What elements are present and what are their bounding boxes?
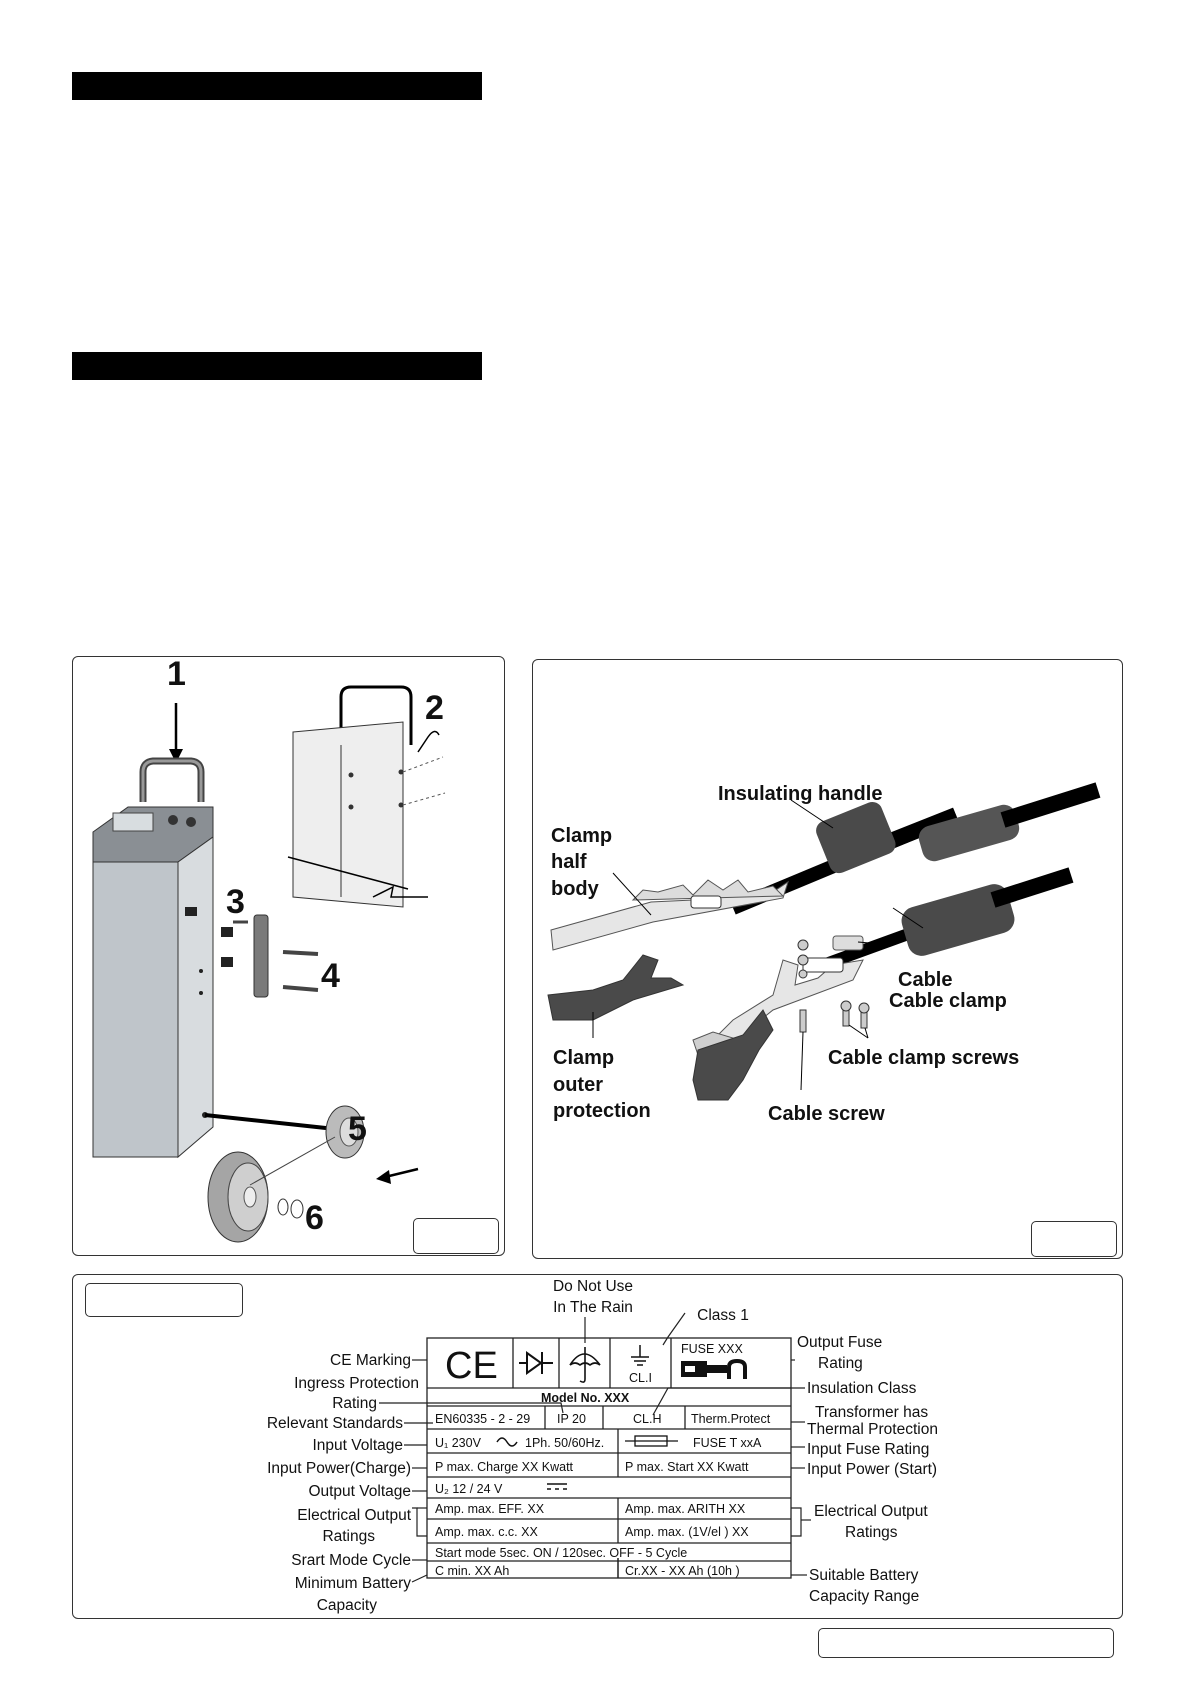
figure-1-panel bbox=[72, 656, 505, 1256]
callout-1: 1 bbox=[167, 655, 186, 693]
label-clamp-half-body-3: body bbox=[551, 878, 599, 900]
label-minimum-battery-1: Minimum Battery bbox=[294, 1575, 411, 1592]
ac-wave-icon bbox=[497, 1438, 517, 1446]
label-cable-clamp-screws: Cable clamp screws bbox=[828, 1047, 1020, 1069]
u1-text: U₁ 230V bbox=[435, 1436, 481, 1450]
ip-text: IP 20 bbox=[557, 1412, 586, 1426]
callout-5: 5 bbox=[348, 1110, 367, 1148]
c-min-text: C min. XX Ah bbox=[435, 1564, 510, 1578]
callout-6: 6 bbox=[305, 1199, 324, 1237]
label-do-not-use-rain-1: Do Not Use bbox=[552, 1278, 634, 1295]
label-output-fuse-1: Output Fuse bbox=[797, 1334, 883, 1351]
label-clamp-outer-protection-1: Clamp bbox=[553, 1047, 615, 1069]
label-electrical-output-left-1: Electrical Output bbox=[297, 1507, 411, 1524]
amp-arith-text: Amp. max. ARITH XX bbox=[625, 1502, 746, 1516]
label-thermal-1: Transformer has bbox=[815, 1404, 929, 1421]
label-ce-marking: CE Marking bbox=[330, 1352, 411, 1369]
label-suitable-battery-2: Capacity Range bbox=[809, 1588, 920, 1605]
label-output-voltage: Output Voltage bbox=[308, 1483, 411, 1500]
label-input-voltage: Input Voltage bbox=[312, 1437, 403, 1454]
u2-text: U₂ 12 / 24 V bbox=[435, 1482, 503, 1496]
label-input-fuse: Input Fuse Rating bbox=[807, 1441, 930, 1458]
cr-text: Cr.XX - XX Ah (10h ) bbox=[625, 1564, 740, 1578]
cl-h-text: CL.H bbox=[633, 1412, 662, 1426]
umbrella-icon bbox=[570, 1347, 600, 1382]
section-heading-bar-1 bbox=[72, 72, 482, 100]
input-fuse-icon bbox=[625, 1436, 678, 1446]
callout-2: 2 bbox=[425, 689, 444, 727]
amp-cc-text: Amp. max. c.c. XX bbox=[435, 1525, 538, 1539]
label-output-fuse-2: Rating bbox=[818, 1355, 863, 1372]
label-cable-clamp: Cable clamp bbox=[889, 990, 1007, 1012]
label-ingress-protection-1: Ingress Protection bbox=[294, 1375, 419, 1392]
label-insulating-handle: Insulating handle bbox=[718, 783, 883, 805]
label-clamp-outer-protection-2: outer bbox=[553, 1074, 603, 1096]
label-electrical-output-right-1: Electrical Output bbox=[814, 1503, 928, 1520]
label-clamp-half-body-1: Clamp bbox=[551, 825, 613, 847]
footer-box bbox=[818, 1628, 1114, 1658]
fuse-icon bbox=[681, 1361, 745, 1379]
label-electrical-output-right-2: Ratings bbox=[845, 1524, 898, 1541]
section-heading-bar-2 bbox=[72, 352, 482, 380]
label-suitable-battery-1: Suitable Battery bbox=[809, 1567, 919, 1584]
label-clamp-half-body-2: half bbox=[551, 851, 587, 873]
label-start-mode-cycle: Srart Mode Cycle bbox=[291, 1552, 411, 1569]
callout-3: 3 bbox=[226, 883, 245, 921]
label-cable: Cable bbox=[898, 969, 953, 991]
label-thermal-2: Thermal Protection bbox=[807, 1421, 938, 1438]
figure-2-number-box bbox=[1031, 1221, 1117, 1257]
dc-icon bbox=[547, 1484, 567, 1489]
model-text: Model No. XXX bbox=[541, 1391, 630, 1405]
standard-text: EN60335 - 2 - 29 bbox=[435, 1412, 531, 1426]
label-input-power-start: Input Power (Start) bbox=[807, 1461, 938, 1478]
callout-4: 4 bbox=[321, 957, 340, 995]
ce-mark-icon: CE bbox=[445, 1345, 498, 1387]
p-charge-text: P max. Charge XX Kwatt bbox=[435, 1460, 574, 1474]
figure-2-illustration bbox=[533, 660, 1124, 1260]
figure-1-illustration bbox=[73, 657, 506, 1257]
label-cable-screw: Cable screw bbox=[768, 1103, 885, 1125]
label-electrical-output-left-2: Ratings bbox=[322, 1528, 375, 1545]
p-start-text: P max. Start XX Kwatt bbox=[625, 1460, 749, 1474]
phase-text: 1Ph. 50/60Hz. bbox=[525, 1436, 605, 1450]
diode-icon bbox=[519, 1352, 553, 1374]
label-do-not-use-rain-2: In The Rain bbox=[553, 1299, 633, 1316]
earth-icon bbox=[631, 1345, 649, 1365]
figure-1-number-box bbox=[413, 1218, 499, 1254]
label-ingress-protection-2: Rating bbox=[332, 1395, 377, 1412]
label-input-power-charge: Input Power(Charge) bbox=[267, 1460, 411, 1477]
label-clamp-outer-protection-3: protection bbox=[553, 1100, 651, 1122]
label-relevant-standards: Relevant Standards bbox=[266, 1415, 403, 1432]
amp-1v-text: Amp. max. (1V/el ) XX bbox=[625, 1525, 749, 1539]
fuse-top-text: FUSE XXX bbox=[681, 1342, 743, 1356]
label-minimum-battery-2: Capacity bbox=[316, 1597, 377, 1614]
amp-eff-text: Amp. max. EFF. XX bbox=[435, 1502, 545, 1516]
figure-3-panel bbox=[72, 1274, 1123, 1619]
rating-plate-diagram bbox=[73, 1275, 1124, 1620]
therm-text: Therm.Protect bbox=[691, 1412, 771, 1426]
class-symbol-text: CL.I bbox=[629, 1371, 652, 1385]
figure-2-panel bbox=[532, 659, 1123, 1259]
label-insulation-class: Insulation Class bbox=[807, 1380, 917, 1397]
fuse-input-text: FUSE T xxA bbox=[693, 1436, 762, 1450]
label-class-1: Class 1 bbox=[697, 1307, 749, 1324]
start-mode-text: Start mode 5sec. ON / 120sec. OFF - 5 Cycle bbox=[435, 1546, 688, 1560]
